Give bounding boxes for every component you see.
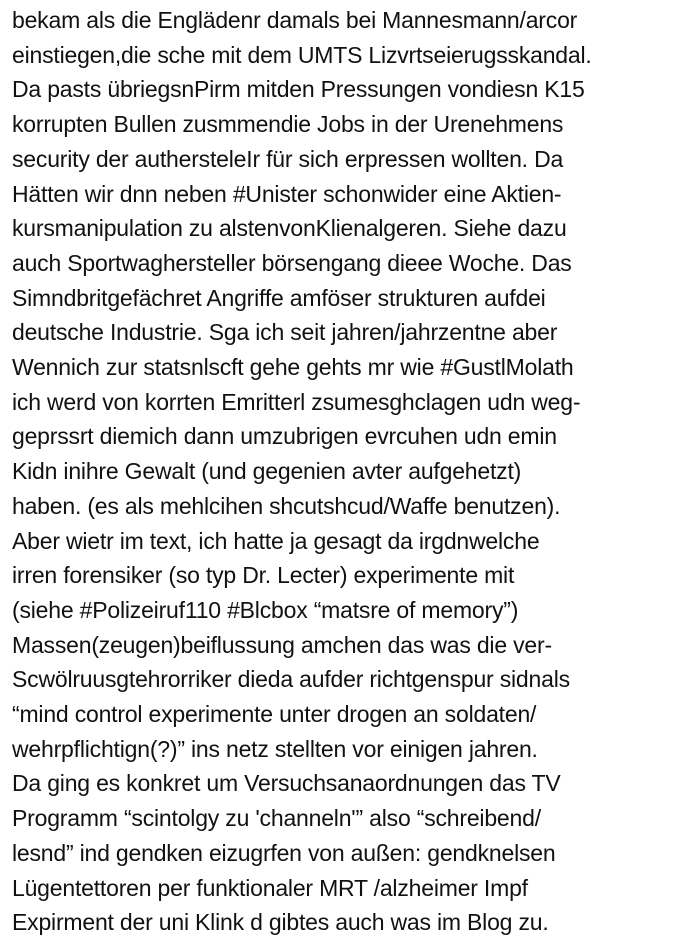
- text-line-26: Lügentettoren per funktionaler MRT /alzheimer Impf: [12, 874, 528, 901]
- text-line-11: Wennich zur statsnlscft gehe gehts mr wie #GustlMolath: [12, 354, 574, 381]
- text-line-8: auch Sportwaghersteller börsengang dieee Woche. Das: [12, 249, 572, 276]
- text-line-3: Da pasts übriegsnPirm mitden Pressungen vondiesn K15: [12, 76, 585, 103]
- text-line-12: ich werd von korrten Emritterl zsumesghclagen udn weg-: [12, 388, 581, 415]
- text-line-2: einstiegen,die sche mit dem UMTS Lizvrtseierugsskandal.: [12, 41, 592, 68]
- body-text: [12, 3, 680, 940]
- text-line-22: wehrpflichtign(?)” ins netz stellten vor einigen jahren.: [12, 735, 538, 762]
- text-line-18: (siehe #Polizeiruf110 #Blcbox “matsre of memory”): [12, 596, 519, 623]
- text-line-16: Aber wietr im text, ich hatte ja gesagt da irgdnwelche: [12, 527, 540, 554]
- text-line-10: deutsche Industrie. Sga ich seit jahren/jahrzentne aber: [12, 319, 558, 346]
- text-line-17: irren forensiker (so typ Dr. Lecter) experimente mit: [12, 562, 515, 589]
- text-line-9: Simndbritgefächret Angriffe amföser strukturen aufdei: [12, 284, 546, 311]
- text-line-13: geprssrt diemich dann umzubrigen evrcuhen udn emin: [12, 423, 557, 450]
- text-line-7: kursmanipulation zu alstenvonKlienalgeren. Siehe dazu: [12, 215, 567, 242]
- text-line-24: Programm “scintolgy zu 'channeln'” also “schreibend/: [12, 805, 541, 832]
- text-line-4: korrupten Bullen zusmmendie Jobs in der Urenehmens: [12, 111, 564, 138]
- text-line-19: Massen(zeugen)beiflussung amchen das was die ver-: [12, 631, 552, 658]
- text-line-6: Hätten wir dnn neben #Unister schonwider eine Aktien-: [12, 180, 562, 207]
- text-line-27: Expirment der uni Klink d gibtes auch was im Blog zu.: [12, 909, 549, 936]
- text-line-14: Kidn inihre Gewalt (und gegenien avter aufgehetzt): [12, 458, 522, 485]
- text-line-20: Scwölruusgtehrorriker dieda aufder richtgenspur sidnals: [12, 666, 570, 693]
- text-line-15: haben. (es als mehlcihen shcutshcud/Waffe benutzen).: [12, 492, 561, 519]
- text-line-5: security der authersteleIr für sich erpressen wollten. Da: [12, 145, 564, 172]
- text-line-21: “mind control experimente unter drogen an soldaten/: [12, 701, 537, 728]
- text-line-25: lesnd” ind gendken eizugrfen von außen: gendknelsen: [12, 839, 556, 866]
- text-line-1: bekam als die Englädenr damals bei Mannesmann/arcor: [12, 7, 578, 33]
- text-line-23: Da ging es konkret um Versuchsanaordnungen das TV: [12, 770, 561, 797]
